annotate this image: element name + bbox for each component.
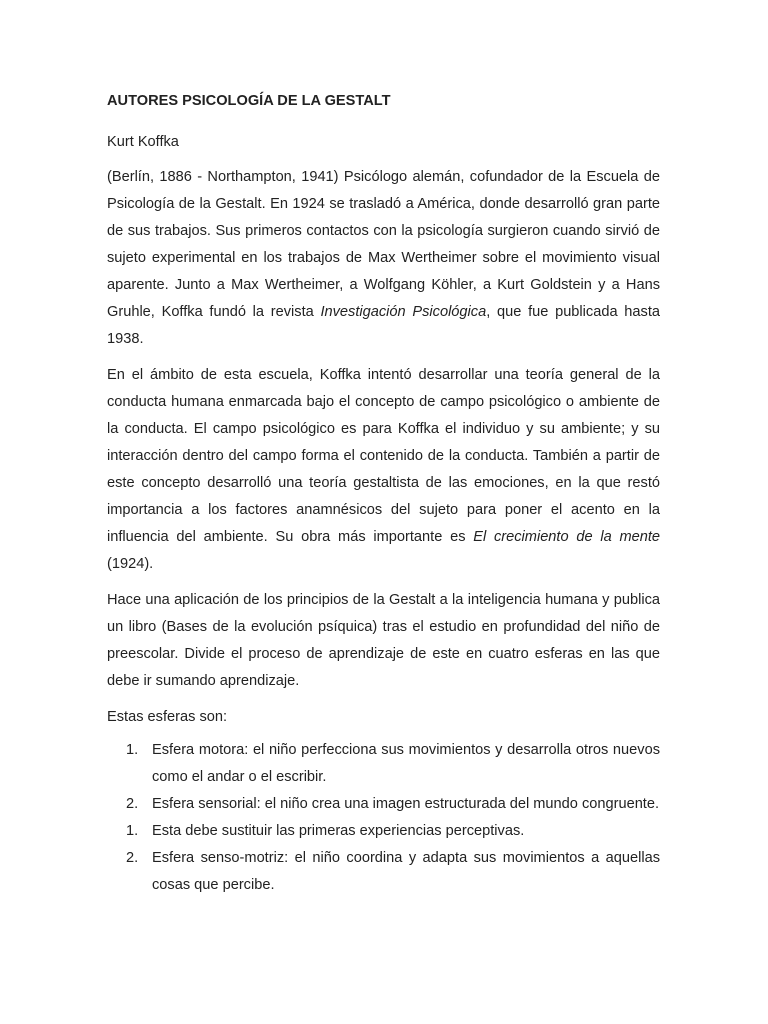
paragraph-biography-text-2: , que fue publicada hasta 1938. xyxy=(107,304,660,347)
spheres-list xyxy=(107,737,660,899)
paragraph-theory xyxy=(107,362,660,578)
paragraph-spheres-intro: Estas esferas son: xyxy=(107,709,228,725)
list-item-number: 1. xyxy=(126,742,139,758)
list-item xyxy=(107,845,660,899)
paragraph-theory-text-1: En el ámbito de esta escuela, Koffka intentó desarrollar una teoría general de la conducta humana enmarcada bajo el concepto de campo psicológico o ambiente de la conducta. El campo psicológico es para Koffka el individuo y su ambiente; y su interacción dentro del campo forma el contenido de la conducta. También a partir de este concepto desarrolló una teoría gestaltista de las emociones, en la que restó importancia a los factores anamnésicos del sujeto para poner el acento en la influencia del ambiente. Su obra más importante es xyxy=(107,367,660,545)
book-title: El crecimiento de la mente xyxy=(473,529,661,545)
list-item xyxy=(107,818,660,845)
list-item xyxy=(107,791,660,818)
list-item-number: 1. xyxy=(126,823,139,839)
paragraph-application: Hace una aplicación de los principios de la Gestalt a la inteligencia humana y publica un libro (Bases de la evolución psíquica) tras el estudio en profundidad del niño de preescolar. Divide el proceso de aprendizaje de este en cuatro esferas en las que debe ir sumando aprendizaje. xyxy=(107,592,660,689)
list-item-text: Esfera motora: el niño perfecciona sus movimientos y desarrolla otros nuevos como el andar o el escribir. xyxy=(152,742,660,785)
document-title: AUTORES PSICOLOGÍA DE LA GESTALT xyxy=(107,93,391,109)
paragraph-theory-text-2: (1924). xyxy=(107,556,154,572)
list-item-text: Esfera senso-motriz: el niño coordina y adapta sus movimientos a aquellas cosas que percibe. xyxy=(152,850,660,893)
list-item-text: Esta debe sustituir las primeras experiencias perceptivas. xyxy=(152,823,525,839)
list-item xyxy=(107,737,660,791)
paragraph-biography xyxy=(107,164,660,353)
list-item-number: 2. xyxy=(126,796,139,812)
author-heading: Kurt Koffka xyxy=(107,134,179,150)
paragraph-biography-text-1: (Berlín, 1886 - Northampton, 1941) Psicólogo alemán, cofundador de la Escuela de Psicología de la Gestalt. En 1924 se trasladó a América, donde desarrolló gran parte de sus trabajos. Sus primeros contactos con la psicología surgieron cuando sirvió de sujeto experimental en los trabajos de Max Wertheimer sobre el movimiento visual aparente. Junto a Max Wertheimer, a Wolfgang Köhler, a Kurt Goldstein y a Hans Gruhle, Koffka fundó la revista xyxy=(107,169,660,320)
list-item-text: Esfera sensorial: el niño crea una imagen estructurada del mundo congruente. xyxy=(152,796,660,812)
journal-title: Investigación Psicológica xyxy=(320,304,487,320)
list-item-number: 2. xyxy=(126,850,139,866)
document-body xyxy=(107,88,660,899)
